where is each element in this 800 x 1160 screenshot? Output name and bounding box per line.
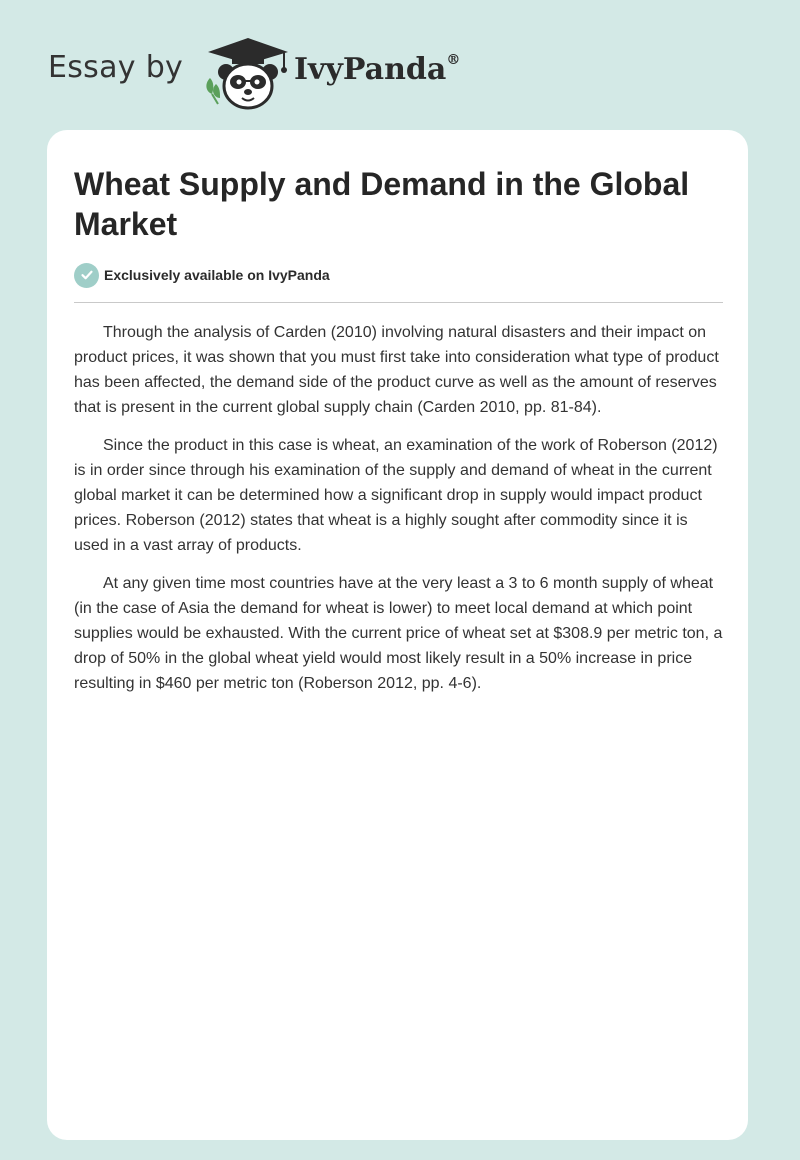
page-title: Wheat Supply and Demand in the Global Market [74, 166, 690, 242]
badge-text: Exclusively available on IvyPanda [104, 267, 330, 283]
essay-body [74, 320, 724, 709]
paragraph: Through the analysis of Carden (2010) involving natural disasters and their impact on product prices, it was shown that you must first take into consideration what type of product has been affected, the demand side of the product curve as well as the amount of reserves that is present in the current global supply chain (Carden 2010, pp. 81-84). [74, 324, 719, 416]
site-header [48, 34, 508, 114]
brand-name[interactable]: IvyPanda® [294, 52, 461, 87]
essay-by-label: Essay by [48, 50, 184, 85]
panda-graduate-icon[interactable] [202, 34, 294, 114]
check-circle-icon [74, 263, 99, 288]
paragraph: At any given time most countries have at the very least a 3 to 6 month supply of wheat (in the case of Asia the demand for wheat is lower) to meet local demand at which point supplies would be exhausted. With the current price of wheat set at $308.9 per metric ton, a drop of 50% in the global wheat yield would most likely result in a 50% increase in price resulting in $460 per metric ton (Roberson 2012, pp. 4-6). [74, 575, 723, 692]
exclusive-badge [74, 262, 330, 288]
paragraph: Since the product in this case is wheat, an examination of the work of Roberson (2012) is in order since through his examination of the supply and demand of wheat in the current global market it can be determined how a significant drop in supply would impact product prices. Roberson (2012) states that wheat is a highly sought after commodity since it is used in a vast array of products. [74, 437, 718, 554]
essay-card [47, 130, 748, 1140]
divider [74, 302, 723, 303]
registered-mark: ® [446, 52, 461, 68]
